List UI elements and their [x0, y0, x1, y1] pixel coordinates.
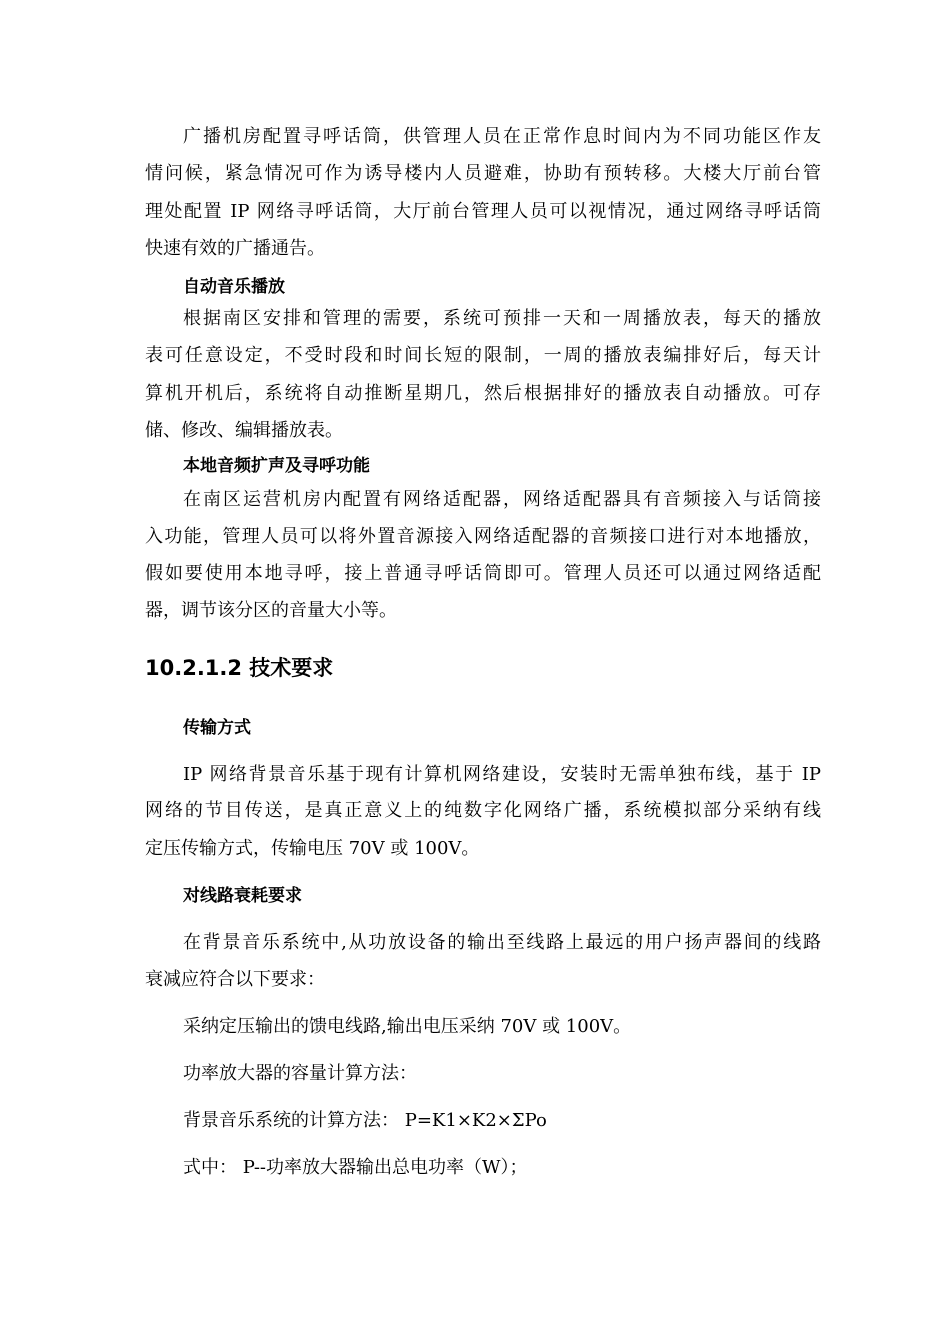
section-heading: 10.2.1.2 技术要求 [145, 656, 334, 680]
paragraph-line: IP 网络背景音乐基于现有计算机网络建设，安装时无需单独布线，基于 IP [183, 764, 821, 785]
subheading-line-loss: 对线路衰耗要求 [183, 886, 302, 906]
formula-line: 背景音乐系统的计算方法： P=K1×K2×ΣPo [183, 1110, 547, 1131]
paragraph-line: 器，调节该分区的音量大小等。 [145, 600, 397, 621]
paragraph-line: 衰减应符合以下要求： [145, 969, 325, 990]
paragraph-line: 采纳定压输出的馈电线路,输出电压采纳 70V 或 100V。 [183, 1016, 632, 1037]
paragraph-line: 算机开机后，系统将自动推断星期几，然后根据排好的播放表自动播放。可存 [145, 383, 821, 404]
paragraph-line: 功率放大器的容量计算方法： [183, 1063, 417, 1084]
paragraph-line: 表可任意设定，不受时段和时间长短的限制，一周的播放表编排好后，每天计 [145, 345, 821, 366]
paragraph-line: 定压传输方式，传输电压 70V 或 100V。 [145, 838, 480, 859]
paragraph-line: 在南区运营机房内配置有网络适配器，网络适配器具有音频接入与话筒接 [183, 489, 821, 510]
paragraph-line: 在背景音乐系统中,从功放设备的输出至线路上最远的用户扬声器间的线路 [183, 932, 821, 953]
paragraph-line: 储、修改、编辑播放表。 [145, 420, 343, 441]
paragraph-line: 网络的节目传送，是真正意义上的纯数字化网络广播，系统模拟部分采纳有线 [145, 800, 821, 821]
subheading-local-audio: 本地音频扩声及寻呼功能 [183, 456, 370, 476]
subheading-transmission: 传输方式 [183, 718, 251, 738]
paragraph-line: 广播机房配置寻呼话筒，供管理人员在正常作息时间内为不同功能区作友 [183, 126, 821, 147]
paragraph-line: 根据南区安排和管理的需要，系统可预排一天和一周播放表，每天的播放 [183, 308, 821, 329]
paragraph-line: 快速有效的广播通告。 [145, 238, 325, 259]
subheading-auto-music: 自动音乐播放 [183, 277, 285, 297]
paragraph-line: 入功能，管理人员可以将外置音源接入网络适配器的音频接口进行对本地播放， [145, 526, 821, 547]
paragraph-line: 假如要使用本地寻呼，接上普通寻呼话筒即可。管理人员还可以通过网络适配 [145, 563, 821, 584]
formula-definition-line: 式中： P--功率放大器输出总电功率（W）； [183, 1157, 528, 1178]
paragraph-line: 理处配置 IP 网络寻呼话筒，大厅前台管理人员可以视情况，通过网络寻呼话筒 [145, 201, 821, 222]
paragraph-line: 情问候，紧急情况可作为诱导楼内人员避难，协助有预转移。大楼大厅前台管 [145, 163, 821, 184]
